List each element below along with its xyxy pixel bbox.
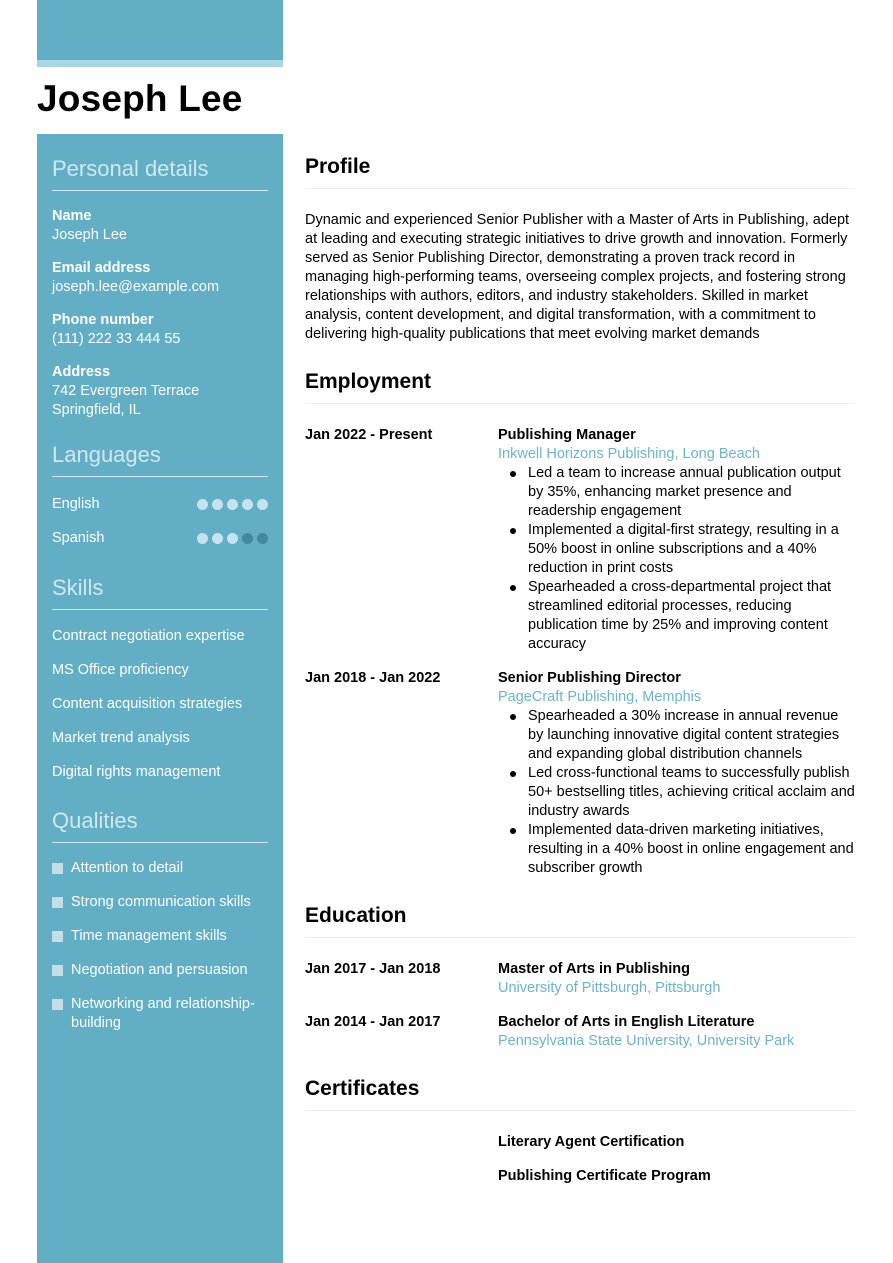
header-accent-block <box>37 0 283 60</box>
quality-text: Time management skills <box>71 928 227 944</box>
section-title: Skills <box>52 575 268 610</box>
education-entry <box>305 960 855 998</box>
personal-details-section <box>52 156 268 420</box>
education-entry <box>305 1013 855 1051</box>
detail-value: Springfield, IL <box>52 402 141 418</box>
employer: PageCraft Publishing, Memphis <box>498 689 702 705</box>
section-title: Personal details <box>52 156 268 191</box>
quality-item <box>52 995 268 1033</box>
entry-body <box>498 960 855 998</box>
degree: Bachelor of Arts in English Literature <box>498 1014 755 1030</box>
detail-label: Phone number <box>52 312 154 328</box>
achievement-item: Spearheaded a 30% increase in annual revenue by launching innovative digital content strategies and expanding global distribution channels <box>498 707 855 764</box>
detail-value: Joseph Lee <box>52 227 127 243</box>
square-bullet-icon <box>52 931 63 942</box>
school: University of Pittsburgh, Pittsburgh <box>498 980 721 996</box>
entry-body <box>498 426 855 654</box>
level-dot-icon <box>197 533 208 544</box>
quality-text: Strong communication skills <box>71 894 251 910</box>
level-dot-icon <box>227 499 238 510</box>
candidate-name: Joseph Lee <box>37 78 243 119</box>
quality-item <box>52 961 268 995</box>
square-bullet-icon <box>52 999 63 1010</box>
section-title: Languages <box>52 442 268 477</box>
achievement-list <box>498 707 855 878</box>
quality-item <box>52 859 268 893</box>
profile-section <box>305 155 855 344</box>
detail-email <box>52 259 268 297</box>
square-bullet-icon <box>52 863 63 874</box>
employer: Inkwell Horizons Publishing, Long Beach <box>498 446 760 462</box>
language-level-rating <box>197 499 268 510</box>
employment-section <box>305 370 855 878</box>
employment-entry <box>305 669 855 878</box>
section-title: Profile <box>305 155 855 189</box>
achievement-list <box>498 464 855 654</box>
entry-body <box>498 1013 855 1051</box>
detail-phone <box>52 311 268 349</box>
language-name: English <box>52 496 100 512</box>
job-title: Publishing Manager <box>498 427 636 443</box>
skill-item: Digital rights management <box>52 764 221 780</box>
entry-body <box>498 669 855 878</box>
level-dot-icon <box>242 499 253 510</box>
skill-item: Contract negotiation expertise <box>52 628 245 644</box>
certificate-item: Publishing Certificate Program <box>498 1168 711 1184</box>
language-name: Spanish <box>52 530 105 546</box>
language-row <box>52 521 268 555</box>
quality-item <box>52 893 268 927</box>
section-title: Education <box>305 904 855 938</box>
languages-section <box>52 442 268 555</box>
detail-value: 742 Evergreen Terrace <box>52 383 200 399</box>
quality-text: Attention to detail <box>71 860 184 876</box>
detail-value: (111) 222 33 444 55 <box>52 331 181 347</box>
entry-date: Jan 2014 - Jan 2017 <box>305 1014 441 1030</box>
square-bullet-icon <box>52 897 63 908</box>
achievement-item: Led cross-functional teams to successfully publish 50+ bestselling titles, achieving critical acclaim and industry awards <box>498 764 855 821</box>
detail-label: Address <box>52 364 111 380</box>
language-row <box>52 487 268 521</box>
level-dot-icon <box>212 499 223 510</box>
achievement-item: Led a team to increase annual publication output by 35%, enhancing market presence and readership engagement <box>498 464 855 521</box>
level-dot-icon <box>257 499 268 510</box>
level-dot-icon <box>197 499 208 510</box>
sidebar <box>37 134 283 1263</box>
square-bullet-icon <box>52 965 63 976</box>
entry-date: Jan 2017 - Jan 2018 <box>305 961 441 977</box>
job-title: Senior Publishing Director <box>498 670 681 686</box>
employment-entry <box>305 426 855 654</box>
certificate-item: Literary Agent Certification <box>498 1134 685 1150</box>
skills-section <box>52 575 268 796</box>
detail-value: joseph.lee@example.com <box>52 279 220 295</box>
quality-text: Networking and relationship-building <box>71 996 255 1031</box>
qualities-section <box>52 808 268 1033</box>
school: Pennsylvania State University, University Park <box>498 1033 795 1049</box>
skill-item: Market trend analysis <box>52 730 190 746</box>
achievement-item: Implemented a digital-first strategy, resulting in a 50% boost in online subscriptions and a 40% reduction in print costs <box>498 521 855 578</box>
profile-summary: Dynamic and experienced Senior Publisher with a Master of Arts in Publishing, adept at leading and executing strategic initiatives to drive growth and innovation. Formerly served as Senior Publishing Director, demonstrating a proven track record in managing high-performing teams, overseeing complex projects, and fostering strong relationships with authors, editors, and industry stakeholders. Skilled in market analysis, content development, and digital transformation, with a commitment to delivering high-quality publications that meet evolving market demands <box>305 212 850 342</box>
language-level-rating <box>197 533 268 544</box>
skill-item: MS Office proficiency <box>52 662 189 678</box>
header-accent-stripe <box>37 60 283 67</box>
section-title: Qualities <box>52 808 268 843</box>
entry-date: Jan 2018 - Jan 2022 <box>305 670 441 686</box>
education-section <box>305 904 855 1051</box>
section-title: Certificates <box>305 1077 855 1111</box>
level-dot-icon <box>227 533 238 544</box>
detail-label: Name <box>52 208 92 224</box>
section-title: Employment <box>305 370 855 404</box>
detail-label: Email address <box>52 260 151 276</box>
degree: Master of Arts in Publishing <box>498 961 691 977</box>
level-dot-empty-icon <box>257 533 268 544</box>
detail-name <box>52 207 268 245</box>
certificates-section <box>305 1077 855 1186</box>
quality-item <box>52 927 268 961</box>
achievement-item: Implemented data-driven marketing initiatives, resulting in a 40% boost in online engagement and subscriber growth <box>498 821 855 878</box>
achievement-item: Spearheaded a cross-departmental project that streamlined editorial processes, reducing publication time by 25% and improving content accuracy <box>498 578 855 654</box>
level-dot-empty-icon <box>242 533 253 544</box>
quality-text: Negotiation and persuasion <box>71 962 248 978</box>
detail-address <box>52 363 268 420</box>
entry-date: Jan 2022 - Present <box>305 427 433 443</box>
skill-item: Content acquisition strategies <box>52 696 243 712</box>
main-content <box>305 155 855 1201</box>
level-dot-icon <box>212 533 223 544</box>
